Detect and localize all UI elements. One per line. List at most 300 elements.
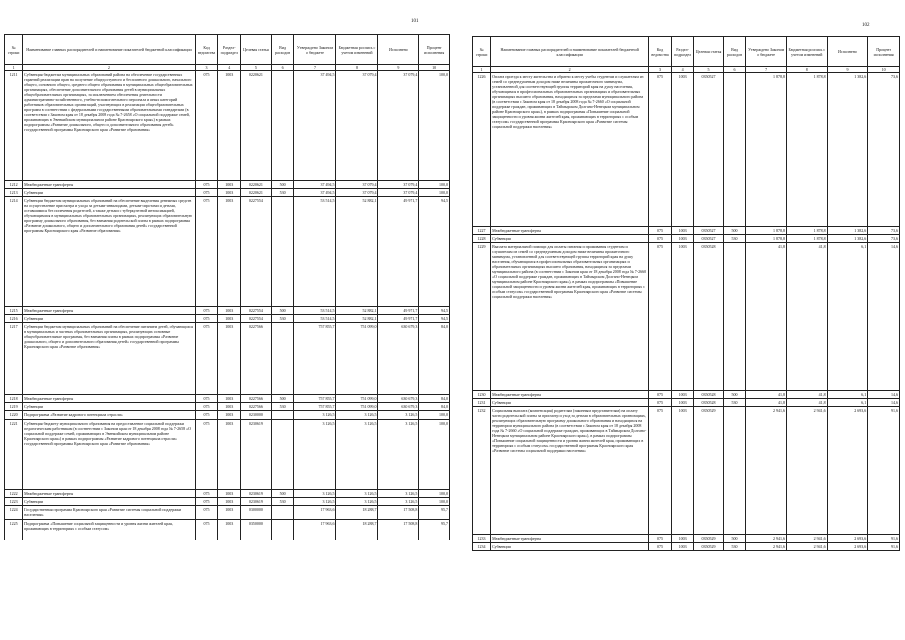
executed-amount-cell: 37 079,4 [378,181,419,189]
row-number-cell: 1213 [5,189,23,197]
column-number: 2 [23,65,196,71]
description-cell: Субвенции [491,235,649,243]
description-cell: Оплата проезда к месту жительства и обратно к месту учебы студентам и слушателям из семей со среднедушевым доходом ниже величины прожиточного минимума, установленной для соответствующей группы территорий края на душу населения, обучающимся в профессиональных образовательных организациях и образовательных организациях высшего образования, находящихся за пределами муниципального района (в соответствии с Законом края от 18 декабря 2008 года № 7-2660 «О социальной поддержке граждан, проживающих в Таймырском Долгано-Ненецком муниципальном районе Красноярского края»), в рамках подпрограммы «Повышение социальной защищенности и уровня жизни жителей края, проживающих в территориях с особым статусом» государственной программы Красноярского края «Развитие системы социальной поддержки населения» [491,73,649,227]
header-cell: Бюджетная роспись с учетом изменений [786,37,827,67]
row-number-cell: 1230 [473,391,491,399]
header-cell: Целевая статья [241,35,272,65]
execution-percent-cell: 73,6 [868,73,900,227]
column-number: 9 [378,65,419,71]
page-number: 102 [862,23,870,28]
budget-plan-cell: 751 099,0 [336,323,378,395]
executed-amount-cell: 2 693,6 [827,407,868,535]
execution-percent-cell: 91,6 [868,535,900,543]
executed-amount-cell: 1 382,6 [827,235,868,243]
description-cell: Подпрограмма «Повышение социальной защищенности и уровня жизни жителей края, проживающих в территориях с особым статусом» [23,520,196,540]
approved-amount-cell: 53 514,5 [294,197,336,307]
row-number-cell: 1233 [473,535,491,543]
approved-amount-cell: 757 855,7 [294,395,336,403]
budget-plan-cell: 2 941,6 [786,535,827,543]
row-number-cell: 1231 [473,399,491,407]
header-cell: Процент исполнения [868,37,900,67]
budget-plan-cell: 41,8 [786,399,827,407]
budget-plan-cell: 3 126,5 [336,411,378,420]
executed-amount-cell: 49 971,7 [378,315,419,323]
expense-type-cell: 500 [271,395,294,403]
ministry-code-cell: 075 [649,535,672,543]
executed-amount-cell: 630 679,3 [378,395,419,403]
execution-percent-cell: 84,0 [419,403,450,411]
description-cell: Подпрограмма «Развитие кадрового потенциала отрасли» [23,411,196,420]
execution-percent-cell: 95,7 [419,520,450,540]
ministry-code-cell: 075 [649,543,672,551]
table-row [5,307,450,315]
expense-type-cell: 530 [271,403,294,411]
description-cell: Социальная выплата (компенсация) родителям (законным представителям) на оплату части родительской платы за присмотр и уход за детьми в образовательных организациях, реализующих образовательную программу дошкольного образования и находящихся на территории муниципального района (в соответствии с Законом края от 18 декабря 2008 года № 7-2660 «О социальной поддержке граждан, проживающих в Таймырском Долгано-Ненецком муниципальном районе Красноярского края»), в рамках подпрограммы «Повышение социальной защищенности и уровня жизни жителей края, проживающих в территориях с особым статусом» государственной программы Красноярского края «Развитие системы социальной поддержки населения» [491,407,649,535]
description-cell: Межбюджетные трансферты [23,490,196,498]
execution-percent-cell: 94,5 [419,315,450,323]
target-article-cell: 0350527 [694,235,723,243]
expense-type-cell [271,71,294,181]
column-number: 10 [868,67,900,73]
target-article-cell: 0350527 [694,227,723,235]
expense-type-cell: 530 [723,235,746,243]
budget-plan-cell: 3 126,5 [336,420,378,490]
header-cell: Вид расходов [723,37,746,67]
budget-plan-cell: 18 288,7 [336,506,378,520]
approved-amount-cell: 757 855,7 [294,323,336,395]
column-number: 5 [241,65,272,71]
column-number: 7 [294,65,336,71]
table-row [473,399,900,407]
budget-plan-cell: 37 079,4 [336,181,378,189]
budget-plan-cell: 18 288,7 [336,520,378,540]
table-row [5,71,450,181]
target-article-cell: 0220621 [241,181,272,189]
section-code-cell: 1003 [218,181,241,189]
target-article-cell: 0227566 [241,403,272,411]
budget-plan-cell: 3 126,5 [336,490,378,498]
execution-percent-cell: 100,0 [419,490,450,498]
target-article-cell: 0227554 [241,315,272,323]
approved-amount-cell: 53 514,5 [294,315,336,323]
description-cell: Межбюджетные трансферты [23,181,196,189]
executed-amount-cell: 6,1 [827,243,868,391]
table-row [5,323,450,395]
header-cell: Исполнено [827,37,868,67]
description-cell: Межбюджетные трансферты [491,391,649,399]
row-number-cell: 1211 [5,71,23,181]
table-row [5,490,450,498]
table-row [5,506,450,520]
ministry-code-cell: 075 [649,243,672,391]
expense-type-cell [723,73,746,227]
row-number-cell: 1220 [5,411,23,420]
budget-plan-cell: 1 878,8 [786,73,827,227]
row-number-cell: 1222 [5,490,23,498]
table-row [5,315,450,323]
table-row [473,543,900,551]
approved-amount-cell: 37 494,5 [294,189,336,197]
budget-plan-cell: 41,8 [786,391,827,399]
target-article-cell: 0350000 [241,520,272,540]
column-number: 1 [473,67,491,73]
target-article-cell: 0350529 [694,543,723,551]
target-article-cell: 0220621 [241,71,272,181]
ministry-code-cell: 075 [195,71,218,181]
expense-type-cell [271,420,294,490]
row-number-cell: 1219 [5,403,23,411]
execution-percent-cell: 100,0 [419,71,450,181]
expense-type-cell: 530 [271,498,294,506]
approved-amount-cell: 2 941,6 [746,543,787,551]
row-number-cell: 1217 [5,323,23,395]
budget-plan-cell: 1 878,8 [786,227,827,235]
approved-amount-cell: 41,8 [746,391,787,399]
table-row [473,407,900,535]
execution-percent-cell: 91,6 [868,543,900,551]
header-cell: Вид расходов [271,35,294,65]
section-code-cell: 1003 [218,403,241,411]
ministry-code-cell: 075 [195,307,218,315]
table-row [473,235,900,243]
approved-amount-cell: 3 126,5 [294,490,336,498]
ministry-code-cell: 075 [649,391,672,399]
target-article-cell: 0227566 [241,323,272,395]
section-code-cell: 1003 [671,73,694,227]
execution-percent-cell: 95,7 [419,506,450,520]
header-cell: Утверждено Законом о бюджете [294,35,336,65]
description-cell: Субвенции [491,399,649,407]
section-code-cell: 1003 [671,535,694,543]
executed-amount-cell: 630 679,3 [378,323,419,395]
column-number: 4 [218,65,241,71]
row-number-cell: 1224 [5,506,23,520]
executed-amount-cell: 2 693,6 [827,535,868,543]
row-number-cell: 1214 [5,197,23,307]
executed-amount-cell: 37 079,4 [378,71,419,181]
header-cell: Целевая статья [694,37,723,67]
approved-amount-cell: 3 126,5 [294,411,336,420]
section-code-cell: 1003 [671,391,694,399]
expense-type-cell: 500 [271,307,294,315]
column-number: 10 [419,65,450,71]
budget-table [4,34,450,540]
approved-amount-cell: 41,8 [746,243,787,391]
section-code-cell: 1003 [218,420,241,490]
approved-amount-cell: 17 963,6 [294,520,336,540]
approved-amount-cell: 1 878,8 [746,73,787,227]
section-code-cell: 1003 [218,307,241,315]
header-cell: № строки [473,37,491,67]
approved-amount-cell: 1 878,8 [746,235,787,243]
ministry-code-cell: 075 [195,181,218,189]
executed-amount-cell: 17 508,8 [378,520,419,540]
ministry-code-cell: 075 [195,411,218,420]
expense-type-cell [723,243,746,391]
row-number-cell: 1227 [473,227,491,235]
table-row [473,243,900,391]
header-cell: № строки [5,35,23,65]
expense-type-cell [723,407,746,535]
table-row [5,411,450,420]
column-number: 9 [827,67,868,73]
budget-plan-cell: 52 882,1 [336,307,378,315]
section-code-cell: 1003 [218,520,241,540]
column-number: 3 [649,67,672,73]
section-code-cell: 1003 [671,399,694,407]
ministry-code-cell: 075 [195,498,218,506]
approved-amount-cell: 3 126,5 [294,498,336,506]
header-cell: Исполнено [378,35,419,65]
approved-amount-cell: 3 126,5 [294,420,336,490]
description-cell: Субвенция бюджету муниципального образования на предоставление социальной поддержки педагогическим работникам (в соответствии с Законом края от 18 декабря 2008 года № 7-2658 «О социальной поддержке семей, проживающих в Эвенкийском муниципальном районе Красноярского края») в рамках подпрограммы «Развитие кадрового потенциала отрасли» государственной программы Красноярского края «Развитие образования» [23,420,196,490]
description-cell: Межбюджетные трансферты [491,535,649,543]
table-row [5,395,450,403]
description-cell: Субвенции [23,403,196,411]
target-article-cell: 0350529 [694,535,723,543]
executed-amount-cell: 49 971,7 [378,307,419,315]
header-cell: Наименование главных распорядителей и наименование показателей бюджетной классификации [23,35,196,65]
description-cell: Субвенции [23,315,196,323]
header-cell: Раздел-подраздел [671,37,694,67]
table-row [5,197,450,307]
column-number: 6 [723,67,746,73]
budget-plan-cell: 2 941,6 [786,407,827,535]
execution-percent-cell: 100,0 [419,420,450,490]
row-number-cell: 1212 [5,181,23,189]
executed-amount-cell: 3 126,5 [378,411,419,420]
row-number-cell: 1229 [473,243,491,391]
section-code-cell: 1003 [671,407,694,535]
section-code-cell: 1003 [218,498,241,506]
target-article-cell: 0220621 [241,189,272,197]
execution-percent-cell: 14,6 [868,391,900,399]
table-row [5,420,450,490]
row-number-cell: 1215 [5,307,23,315]
row-number-cell: 1234 [473,543,491,551]
budget-plan-cell: 37 079,4 [336,189,378,197]
approved-amount-cell: 1 878,8 [746,227,787,235]
expense-type-cell: 530 [271,189,294,197]
section-code-cell: 1003 [218,189,241,197]
table-row [5,181,450,189]
ministry-code-cell: 075 [649,73,672,227]
target-article-cell: 0230000 [241,411,272,420]
executed-amount-cell: 17 508,8 [378,506,419,520]
table-row [5,403,450,411]
execution-percent-cell: 94,5 [419,307,450,315]
ministry-code-cell: 075 [649,407,672,535]
expense-type-cell [271,323,294,395]
row-number-cell: 1228 [473,235,491,243]
execution-percent-cell: 100,0 [419,181,450,189]
execution-percent-cell: 94,5 [419,197,450,307]
expense-type-cell: 530 [271,315,294,323]
approved-amount-cell: 757 855,7 [294,403,336,411]
description-cell: Субвенции [491,543,649,551]
executed-amount-cell: 2 693,6 [827,543,868,551]
header-cell: Утверждено Законом о бюджете [746,37,787,67]
section-code-cell: 1003 [218,506,241,520]
description-cell: Межбюджетные трансферты [23,395,196,403]
section-code-cell: 1003 [671,235,694,243]
table-row [5,498,450,506]
budget-plan-cell: 1 878,8 [786,235,827,243]
approved-amount-cell: 41,8 [746,399,787,407]
expense-type-cell [271,411,294,420]
executed-amount-cell: 3 126,5 [378,490,419,498]
expense-type-cell: 500 [723,227,746,235]
target-article-cell: 0300000 [241,506,272,520]
expense-type-cell: 500 [271,490,294,498]
execution-percent-cell: 73,6 [868,235,900,243]
header-row [473,37,900,67]
ministry-code-cell: 075 [195,420,218,490]
target-article-cell: 0230619 [241,490,272,498]
ministry-code-cell: 075 [195,506,218,520]
row-number-cell: 1226 [473,73,491,227]
target-article-cell: 0230619 [241,498,272,506]
row-number-cell: 1225 [5,520,23,540]
budget-plan-cell: 52 882,1 [336,315,378,323]
budget-plan-cell: 41,8 [786,243,827,391]
column-number: 8 [786,67,827,73]
description-cell: Субвенции бюджетам муниципальных образований на обеспечение выделения денежных средств на осуществление присмотра и ухода за детьми-инвалидами, детьми-сиротами и детьми, оставшимися без попечения родителей, а также детьми с туберкулезной интоксикацией, обучающимися в муниципальных образовательных организациях, реализующих образовательную программу дошкольного образования, без взимания родительской платы в рамках подпрограммы «Развитие дошкольного, общего и дополнительного образования детей» государственной программы Красноярского края «Развитие образования» [23,197,196,307]
execution-percent-cell: 100,0 [419,498,450,506]
execution-percent-cell: 14,6 [868,399,900,407]
description-cell: Государственная программа Красноярского края «Развитие системы социальной поддержки населения» [23,506,196,520]
description-cell: Субвенция бюджетам муниципальных образований района на обеспечение государственных гарантий реализации прав на получение общедоступного и бесплатного дошкольного, начального общего, основного общего, среднего общего образования в муниципальных общеобразовательных организациях, обеспечение дополнительного образования детей в муниципальных общеобразовательных организациях, за исключением обеспечения деятельности административно-хозяйственного, учебно-вспомогательного персонала и иных категорий работников образовательных организаций, участвующих в реализации общеобразовательных программ в соответствии с федеральными государственными образовательными стандартами (в соответствии с Законом края от 18 декабря 2008 года № 7-2658 «О социальной поддержке семей, проживающих в Эвенкийском муниципальном районе Красноярского края») в рамках подпрограммы «Развитие дошкольного, общего и дополнительного образования детей» государственной программы Красноярского края «Развитие образования» [23,71,196,181]
expense-type-cell: 530 [723,399,746,407]
budget-table [472,36,900,551]
ministry-code-cell: 075 [195,490,218,498]
executed-amount-cell: 630 679,3 [378,403,419,411]
ministry-code-cell: 075 [649,227,672,235]
header-cell: Код ведомства [649,37,672,67]
approved-amount-cell: 2 941,6 [746,535,787,543]
executed-amount-cell: 1 382,6 [827,227,868,235]
section-code-cell: 1003 [218,395,241,403]
approved-amount-cell: 53 514,5 [294,307,336,315]
description-cell: Субвенции [23,189,196,197]
header-cell: Процент исполнения [419,35,450,65]
column-number: 3 [195,65,218,71]
target-article-cell: 0227554 [241,307,272,315]
column-number: 5 [694,67,723,73]
header-row [5,35,450,65]
approved-amount-cell: 17 963,6 [294,506,336,520]
expense-type-cell: 500 [723,535,746,543]
column-number: 2 [491,67,649,73]
budget-plan-cell: 751 099,0 [336,395,378,403]
section-code-cell: 1003 [671,243,694,391]
executed-amount-cell: 3 126,5 [378,420,419,490]
row-number-cell: 1218 [5,395,23,403]
ministry-code-cell: 075 [195,403,218,411]
ministry-code-cell: 075 [195,315,218,323]
expense-type-cell [271,520,294,540]
target-article-cell: 0227566 [241,395,272,403]
approved-amount-cell: 37 494,5 [294,181,336,189]
header-cell: Код ведомства [195,35,218,65]
budget-plan-cell: 751 099,0 [336,403,378,411]
executed-amount-cell: 1 382,6 [827,73,868,227]
column-number: 7 [746,67,787,73]
description-cell: Межбюджетные трансферты [23,307,196,315]
ministry-code-cell: 075 [195,395,218,403]
ministry-code-cell: 075 [649,235,672,243]
target-article-cell: 0227554 [241,197,272,307]
execution-percent-cell: 73,6 [868,227,900,235]
target-article-cell: 0350528 [694,243,723,391]
row-number-cell: 1232 [473,407,491,535]
column-number: 8 [336,65,378,71]
expense-type-cell: 500 [271,181,294,189]
budget-plan-cell: 52 882,1 [336,197,378,307]
target-article-cell: 0350529 [694,407,723,535]
table-row [473,391,900,399]
row-number-cell: 1216 [5,315,23,323]
expense-type-cell [271,197,294,307]
description-cell: Выплата материальной помощи для оплаты питания и проживания студентам и слушателям из семей со среднедушевым доходом ниже величины прожиточного минимума, установленной для соответствующей группы территорий края на душу населения, обучающимся в профессиональных образовательных организациях и образовательных организациях высшего образования, находящихся за пределами муниципального района (в соответствии с Законом края от 18 декабря 2008 года № 7-2660 «О социальной поддержке граждан, проживающих в Таймырском Долгано-Ненецком муниципальном районе Красноярского края»), в рамках подпрограммы «Повышение социальной защищенности и уровня жизни жителей края, проживающих в территориях с особым статусом» государственной программы Красноярского края «Развитие системы социальной поддержки населения» [491,243,649,391]
ministry-code-cell: 075 [195,323,218,395]
page-number: 101 [411,19,419,24]
execution-percent-cell: 100,0 [419,411,450,420]
description-cell: Субвенции бюджетам муниципальных образований на обеспечение питанием детей, обучающихся в муниципальных и частных образовательных организациях, реализующих основные общеобразовательные программы, без взимания платы в рамках подпрограммы «Развитие дошкольного, общего и дополнительного образования детей» государственной программы Красноярского края «Развитие образования» [23,323,196,395]
row-number-cell: 1223 [5,498,23,506]
executed-amount-cell: 3 126,5 [378,498,419,506]
column-number: 4 [671,67,694,73]
expense-type-cell [271,506,294,520]
expense-type-cell: 530 [723,543,746,551]
table-row [5,189,450,197]
budget-plan-cell: 2 941,6 [786,543,827,551]
budget-plan-cell: 3 126,5 [336,498,378,506]
ministry-code-cell: 075 [195,520,218,540]
section-code-cell: 1003 [218,323,241,395]
target-article-cell: 0230619 [241,420,272,490]
section-code-cell: 1003 [218,315,241,323]
column-number: 1 [5,65,23,71]
section-code-cell: 1003 [218,197,241,307]
expense-type-cell: 500 [723,391,746,399]
executed-amount-cell: 6,1 [827,399,868,407]
approved-amount-cell: 2 941,6 [746,407,787,535]
column-number: 6 [271,65,294,71]
table-row [5,520,450,540]
executed-amount-cell: 49 971,7 [378,197,419,307]
budget-plan-cell: 37 079,4 [336,71,378,181]
table-row [473,535,900,543]
header-cell: Бюджетная роспись с учетом изменений [336,35,378,65]
executed-amount-cell: 37 079,4 [378,189,419,197]
execution-percent-cell: 84,0 [419,395,450,403]
ministry-code-cell: 075 [649,399,672,407]
header-cell: Раздел-подраздел [218,35,241,65]
section-code-cell: 1003 [218,411,241,420]
executed-amount-cell: 6,1 [827,391,868,399]
execution-percent-cell: 91,6 [868,407,900,535]
section-code-cell: 1003 [671,227,694,235]
section-code-cell: 1003 [218,71,241,181]
description-cell: Межбюджетные трансферты [491,227,649,235]
row-number-cell: 1221 [5,420,23,490]
section-code-cell: 1003 [671,543,694,551]
target-article-cell: 0350527 [694,73,723,227]
execution-percent-cell: 100,0 [419,189,450,197]
ministry-code-cell: 075 [195,197,218,307]
execution-percent-cell: 84,0 [419,323,450,395]
